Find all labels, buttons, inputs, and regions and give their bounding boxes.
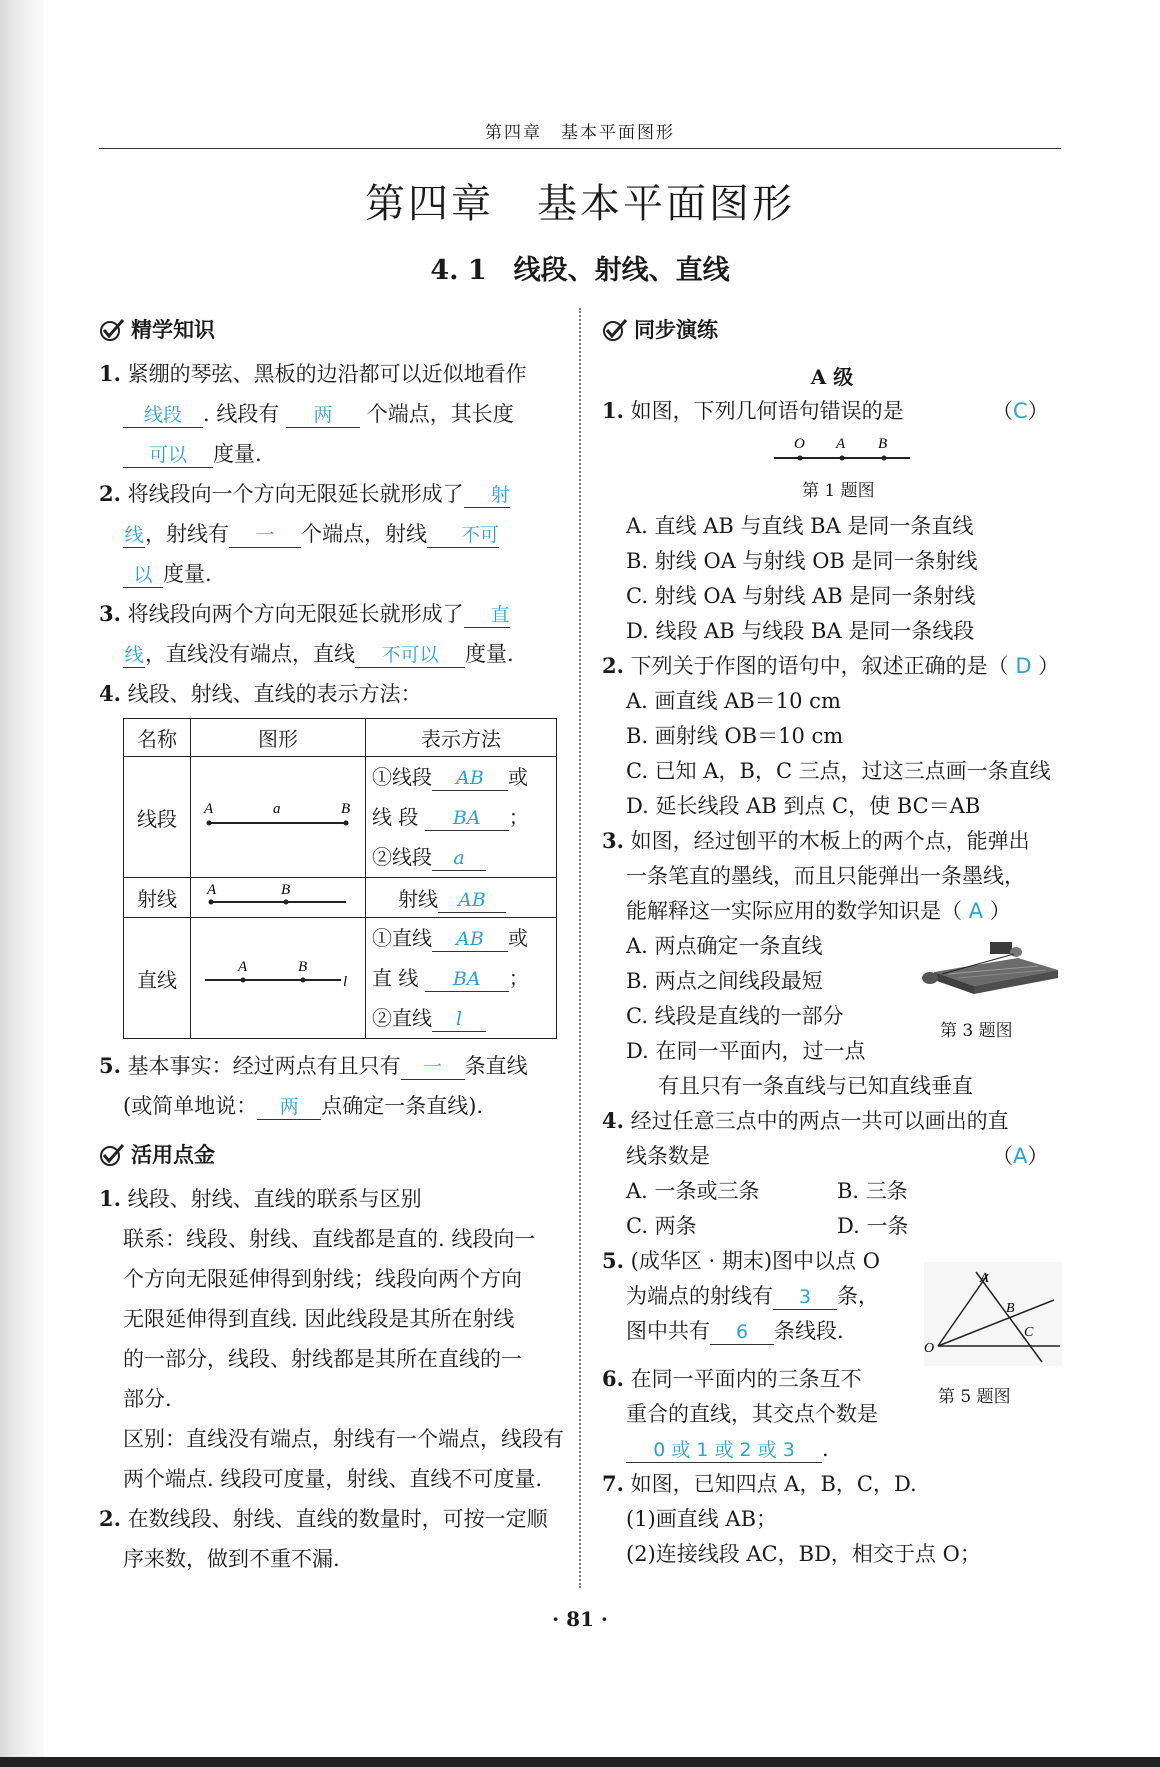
table-header: 名称 (124, 719, 191, 757)
option: A. 一条或三条 (626, 1179, 760, 1203)
point-label: B (341, 800, 351, 817)
q5-figure (924, 1262, 1062, 1366)
point-label: A (836, 436, 846, 452)
answer-blank: AB (432, 927, 508, 952)
knowledge-q5-line2: (或简单地说： 两 点确定一条直线). (123, 1094, 484, 1118)
running-head: 第四章 基本平面图形 (485, 123, 675, 143)
point-label: A (204, 800, 214, 817)
table-row-line (124, 918, 557, 1039)
option: B. 画射线 OB＝10 cm (626, 724, 844, 748)
line-label: l (343, 973, 348, 990)
row-name: 射线 (124, 878, 191, 918)
practice-q2: 2. 下列关于作图的语句中，叙述正确的是（ D ） (602, 653, 1060, 678)
tips-p1-line: 区别：直线没有端点，射线有一个端点，线段有 (123, 1427, 564, 1451)
figure-caption: 第 3 题图 (940, 1021, 1013, 1041)
row-name: 线段 (124, 757, 191, 878)
option-continued: 有且只有一条直线与已知直线垂直 (658, 1074, 973, 1098)
answer-choice: A (1013, 1144, 1028, 1168)
point-label: B (298, 958, 308, 975)
answer-blank: 3 (773, 1285, 837, 1310)
knowledge-q3-line2: 线，直线没有端点，直线 不可以 度量. (124, 642, 514, 666)
section-title: 4. 1 线段、射线、直线 (430, 255, 730, 286)
option: B. 两点之间线段最短 (626, 969, 823, 993)
knowledge-q3-line1: 3. 将线段向两个方向无限延长就形成了 直 (99, 601, 510, 626)
segment-notation: ①线段 AB 或 线 段 BA ； ②线段 a (366, 757, 557, 878)
option: C. 射线 OA 与射线 AB 是同一条射线 (626, 584, 976, 608)
point-label: A (207, 882, 217, 898)
ray-notation: 射线 AB (366, 878, 557, 918)
ray-diagram (191, 878, 365, 912)
answer-blank: 0 或 1 或 2 或 3 (626, 1438, 822, 1463)
carpenter-board-photo (918, 936, 1060, 1002)
point-label: C (1024, 1325, 1034, 1340)
bottom-bar (0, 1757, 1160, 1767)
knowledge-heading: 精学知识 (99, 314, 215, 344)
answer-blank: 两 (257, 1095, 321, 1120)
point-label: O (924, 1341, 935, 1356)
tips-p1-line: 的一部分，线段、射线都是其所在直线的一 (123, 1347, 522, 1371)
option: B. 三条 (837, 1179, 908, 1203)
table-row-segment (124, 757, 557, 878)
segment-label: a (273, 800, 281, 817)
answer-blank: 线 (124, 524, 144, 546)
row-name: 直线 (124, 918, 191, 1039)
tips-p1-title: 1. 线段、射线、直线的联系与区别 (99, 1186, 422, 1211)
check-badge-icon (99, 318, 125, 342)
answer-blank: 射 (464, 483, 510, 508)
practice-q5-line1: 5. (成华区 · 期末)图中以点 O (602, 1248, 880, 1273)
option: C. 线段是直线的一部分 (626, 1004, 844, 1028)
point-label: B (878, 436, 888, 452)
answer-choice: D (1015, 654, 1032, 678)
practice-q6-line2: 重合的直线，其交点个数是 (626, 1402, 878, 1426)
option: C. 两条 (626, 1214, 697, 1238)
practice-q5-line3: 图中共有 6 条线段. (626, 1319, 844, 1343)
answer-blank: 以 (123, 563, 163, 588)
segment-diagram (191, 795, 365, 835)
q1-figure (772, 432, 912, 468)
practice-q5-line2: 为端点的射线有 3 条， (626, 1284, 879, 1308)
option: B. 射线 OA 与射线 OB 是同一条射线 (626, 549, 978, 573)
point-label: B (281, 882, 291, 898)
knowledge-q1-line3: 可以 度量. (123, 441, 262, 468)
segment-figure (191, 757, 366, 878)
line-diagram (191, 956, 365, 996)
knowledge-q2-line1: 2. 将线段向一个方向无限延长就形成了 射 (99, 481, 510, 506)
answer-blank: BA (425, 967, 509, 992)
practice-heading: 同步演练 (602, 314, 718, 344)
header-rule (99, 148, 1061, 149)
practice-q3-line1: 3. 如图，经过刨平的木板上的两个点，能弹出 (602, 828, 1030, 853)
practice-q6-line1: 6. 在同一平面内的三条互不 (602, 1366, 862, 1391)
practice-q4-line2: 线条数是 (626, 1144, 710, 1168)
option: D. 延长线段 AB 到点 C，使 BC＝AB (626, 794, 981, 818)
knowledge-q4: 4. 线段、射线、直线的表示方法： (99, 681, 422, 706)
knowledge-q5-line1: 5. 基本事实：经过两点有且只有 一 条直线 (99, 1053, 528, 1078)
column-divider (579, 308, 581, 1588)
practice-q4-line1: 4. 经过任意三点中的两点一共可以画出的直 (602, 1108, 1009, 1133)
knowledge-q2-line3: 以 度量. (123, 561, 212, 588)
representation-table (123, 718, 557, 1039)
answer-blank: 两 (286, 403, 360, 428)
page-number: · 81 · (552, 1607, 608, 1631)
tips-p1-line: 联系：线段、射线、直线都是直的. 线段向一 (123, 1227, 536, 1251)
ray-figure (191, 878, 366, 918)
answer-choice: C (1013, 399, 1028, 423)
practice-q7-line2: (1)画直线 AB； (626, 1507, 778, 1531)
option: D. 在同一平面内，过一点 (626, 1039, 866, 1063)
practice-q7-line3: (2)连接线段 AC，BD，相交于点 O； (626, 1542, 981, 1566)
knowledge-q1-line1: 1. 紧绷的琴弦、黑板的边沿都可以近似地看作 (99, 361, 527, 386)
practice-q3-line3: 能解释这一实际应用的数学知识是（ A ） (626, 899, 1011, 923)
answer-blank: 不可以 (355, 643, 465, 668)
option: A. 两点确定一条直线 (626, 934, 823, 958)
answer-blank: AB (438, 888, 506, 913)
table-header: 图形 (191, 719, 366, 757)
practice-q1-answer: （C） (992, 399, 1049, 423)
chapter-title: 第四章 基本平面图形 (365, 181, 795, 227)
line-notation: ①直线 AB 或 直 线 BA ； ②直线 l (366, 918, 557, 1039)
practice-q1: 1. 如图，下列几何语句错误的是 (602, 398, 904, 423)
answer-blank: 直 (464, 603, 510, 628)
answer-blank: 6 (710, 1320, 774, 1345)
option: A. 直线 AB 与直线 BA 是同一条直线 (626, 514, 974, 538)
point-label: O (794, 436, 805, 452)
option: D. 线段 AB 与线段 BA 是同一条线段 (626, 619, 975, 643)
point-label: A (238, 958, 248, 975)
practice-q7-line1: 7. 如图，已知四点 A，B，C，D. (602, 1471, 917, 1496)
table-header: 表示方法 (366, 719, 557, 757)
answer-blank: 一 (229, 523, 301, 548)
level-label: A 级 (810, 365, 854, 389)
answer-blank: BA (425, 806, 509, 831)
practice-q4-answer: （A） (992, 1144, 1049, 1168)
answer-blank: 一 (401, 1055, 465, 1080)
tips-p2-line1: 2. 在数线段、射线、直线的数量时，可按一定顺 (99, 1506, 548, 1531)
knowledge-q2-line2: 线，射线有 一 个端点，射线 不可 (124, 522, 499, 546)
table-row-ray (124, 878, 557, 918)
tips-p1-line: 两个端点. 线段可度量，射线、直线不可度量. (123, 1467, 543, 1491)
tips-p1-line: 无限延伸得到直线. 因此线段是其所在射线 (123, 1307, 515, 1331)
figure-caption: 第 5 题图 (938, 1387, 1011, 1407)
answer-choice: A (968, 899, 984, 923)
tips-p2-line2: 序来数，做到不重不漏. (123, 1547, 340, 1571)
check-badge-icon (99, 1143, 125, 1167)
option: D. 一条 (837, 1214, 909, 1238)
point-label: A (980, 1271, 989, 1286)
option: C. 已知 A，B，C 三点，过这三点画一条直线 (626, 759, 1051, 783)
tips-p1-line: 部分. (123, 1387, 172, 1411)
answer-blank: 线 (124, 644, 144, 666)
answer-blank: l (432, 1007, 486, 1032)
figure-caption: 第 1 题图 (802, 481, 875, 501)
tips-p1-line: 个方向无限延伸得到射线；线段向两个方向 (123, 1267, 522, 1291)
option: A. 画直线 AB＝10 cm (626, 689, 841, 713)
tips-heading: 活用点金 (99, 1139, 215, 1169)
practice-q3-line2: 一条笔直的墨线，而且只能弹出一条墨线， (626, 864, 1025, 888)
answer-blank: 不可 (427, 523, 499, 548)
line-figure (191, 918, 366, 1039)
answer-blank: 线段 (123, 403, 203, 428)
practice-q6-line3: 0 或 1 或 2 或 3 . (626, 1436, 829, 1463)
point-label: B (1006, 1301, 1015, 1316)
answer-blank: 可以 (123, 443, 213, 468)
knowledge-q1-line2: 线段 . 线段有 两 个端点，其长度 (123, 401, 514, 428)
check-badge-icon (602, 318, 628, 342)
answer-blank: AB (432, 766, 508, 791)
answer-blank: a (432, 846, 486, 871)
